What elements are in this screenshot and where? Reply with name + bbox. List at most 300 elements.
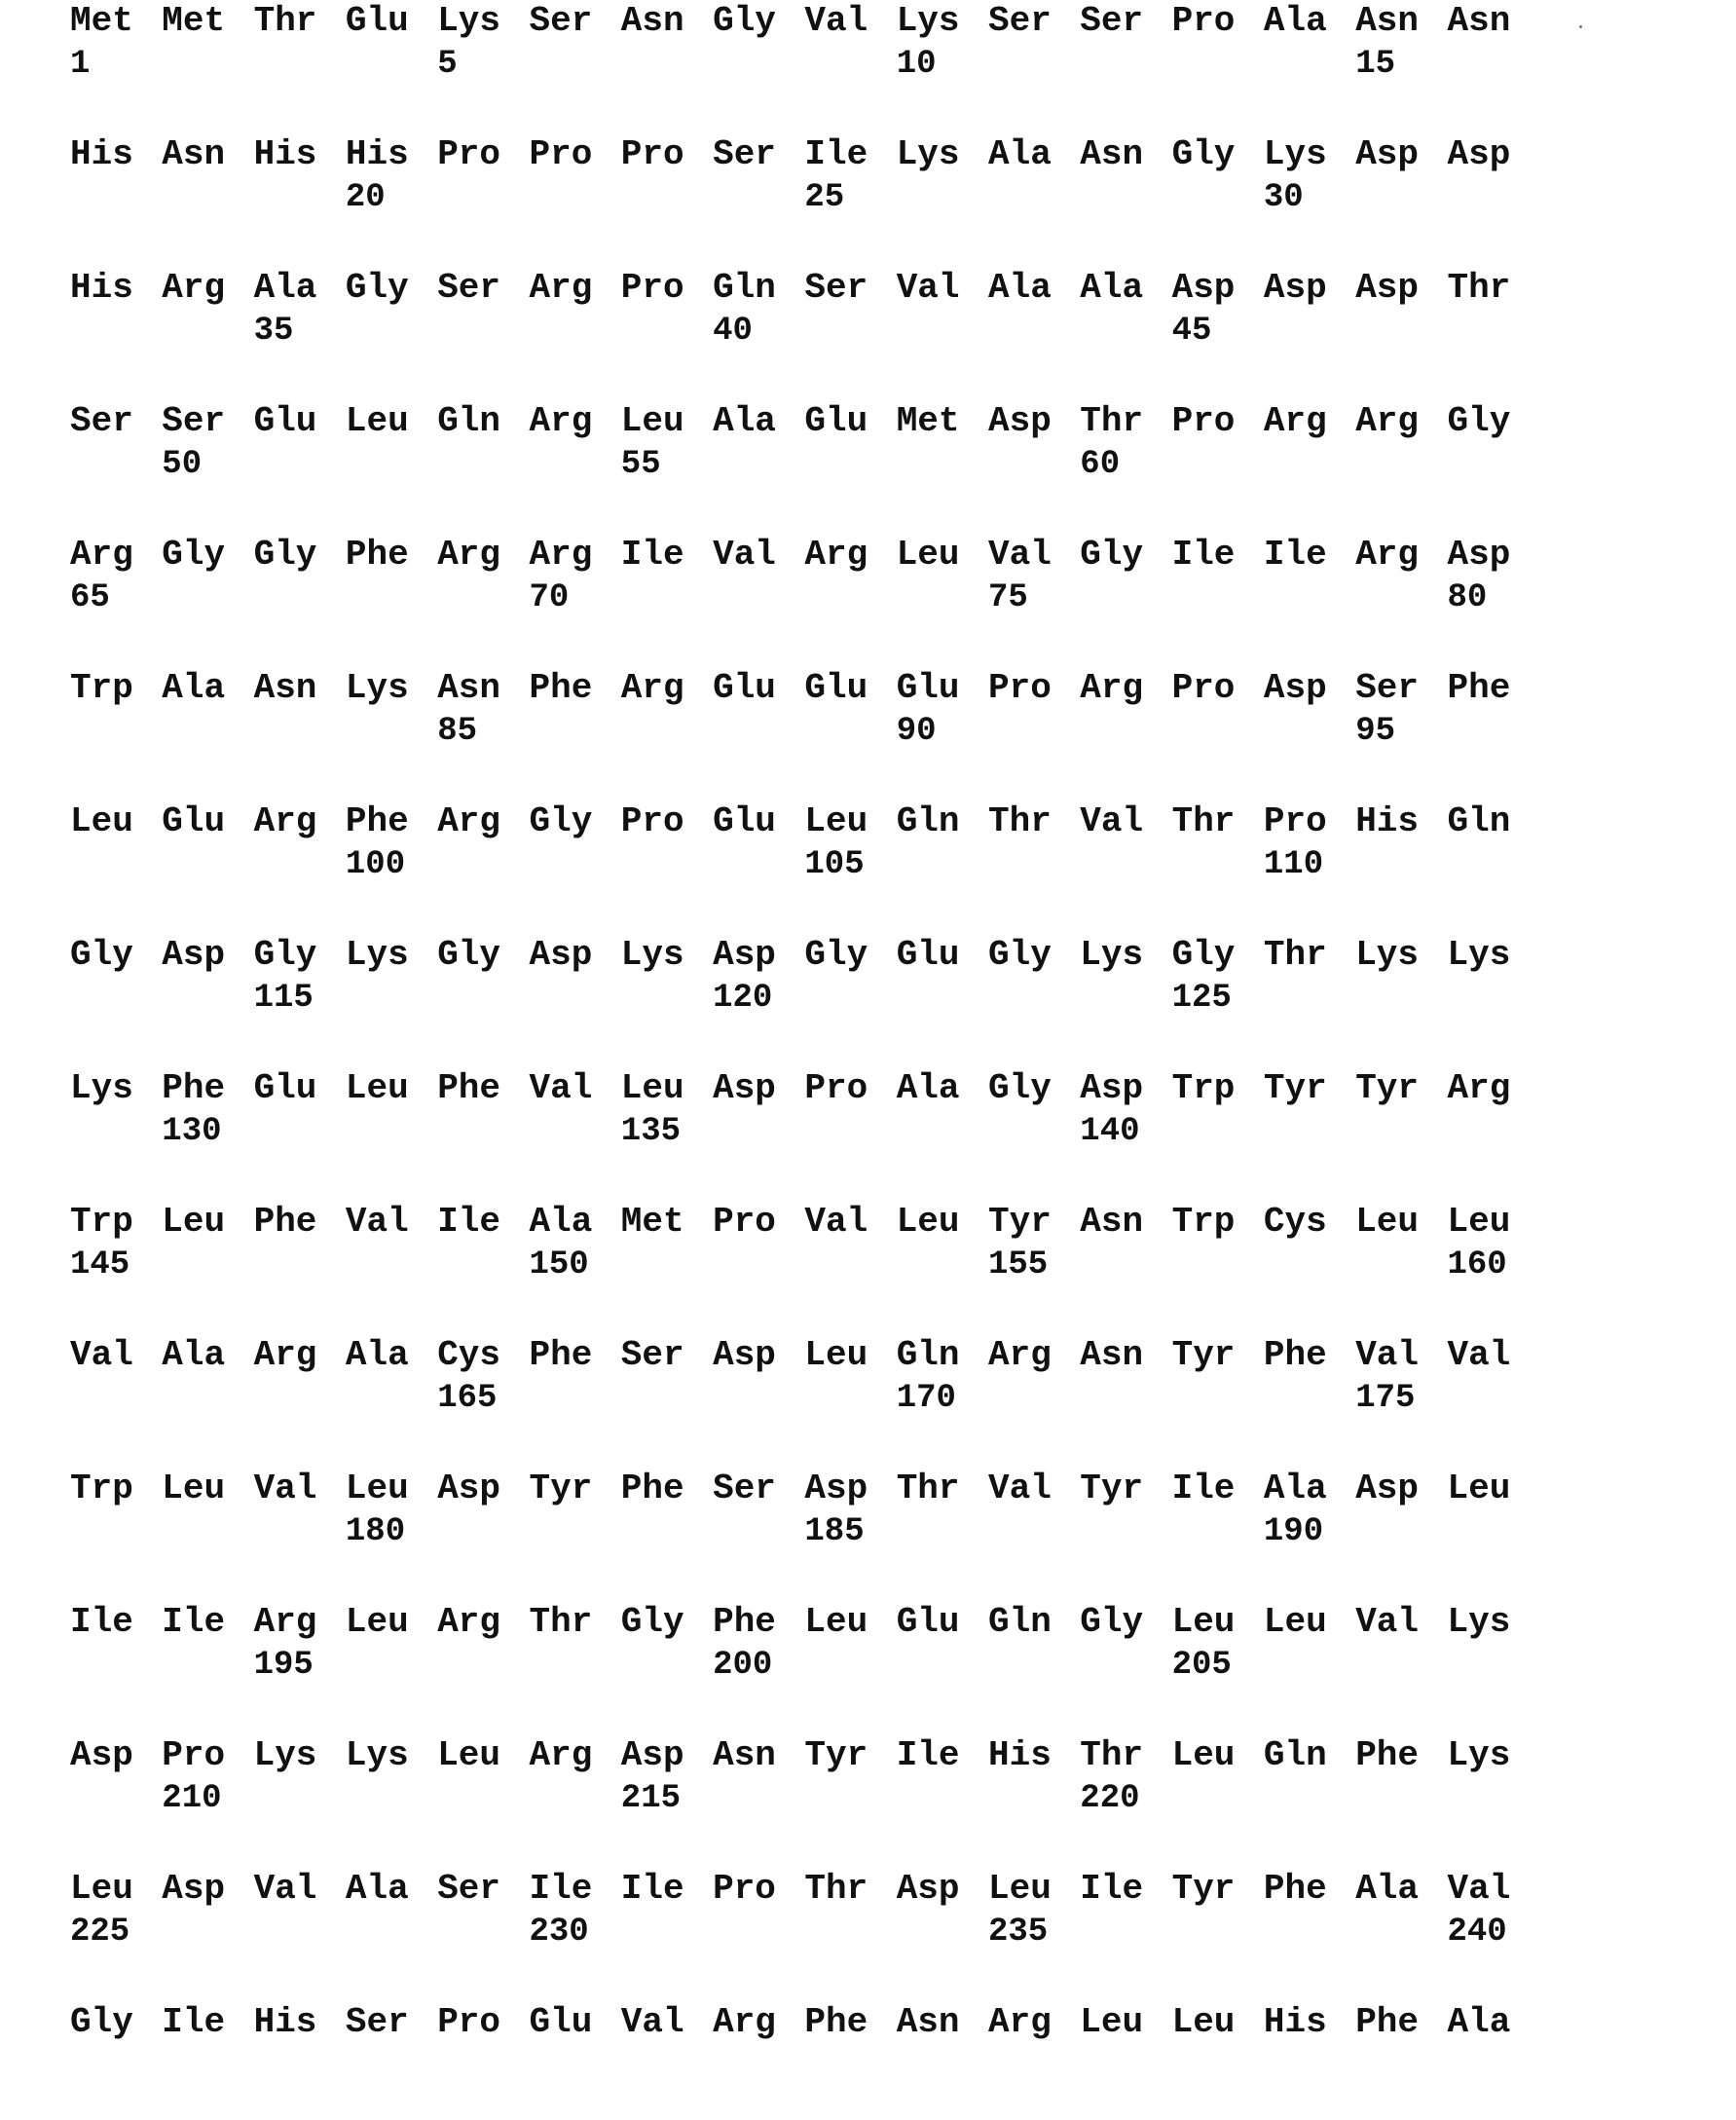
- amino-acid: Thr: [1080, 1736, 1143, 1775]
- amino-acid: Leu: [1080, 2003, 1143, 2042]
- amino-acid: Gly: [988, 936, 1052, 975]
- amino-acid: His: [346, 135, 409, 174]
- amino-acid: Phe: [346, 802, 409, 841]
- position-number: 155: [988, 1246, 1048, 1284]
- amino-acid: Gly: [254, 936, 317, 975]
- amino-acid: Arg: [530, 536, 593, 575]
- position-number: 180: [346, 1512, 405, 1551]
- amino-acid: Lys: [70, 1069, 133, 1108]
- amino-acid: Glu: [713, 669, 776, 708]
- position-number: 100: [346, 845, 405, 884]
- amino-acid: Phe: [804, 2003, 868, 2042]
- amino-acid: Asp: [713, 1069, 776, 1108]
- amino-acid: Arg: [1264, 402, 1327, 441]
- amino-acid: Asp: [804, 1469, 868, 1508]
- amino-acid: Gly: [621, 1603, 684, 1642]
- sequence-row: [70, 1870, 1628, 1987]
- position-number: 170: [897, 1379, 956, 1418]
- amino-acid: Lys: [1448, 1736, 1511, 1775]
- amino-acid: Thr: [1264, 936, 1327, 975]
- amino-acid: Trp: [70, 1203, 133, 1242]
- sequence-row: [70, 269, 1628, 386]
- amino-acid: Phe: [530, 1336, 593, 1375]
- amino-acid: Leu: [804, 1336, 868, 1375]
- amino-acid: Gly: [1080, 1603, 1143, 1642]
- position-number: 135: [621, 1112, 681, 1151]
- amino-acid: Ala: [1448, 2003, 1511, 2042]
- position-number: 195: [254, 1646, 314, 1685]
- amino-acid: Tyr: [1172, 1870, 1236, 1909]
- amino-acid: Leu: [70, 802, 133, 841]
- amino-acid: Asn: [1080, 1203, 1143, 1242]
- amino-acid: His: [254, 2003, 317, 2042]
- position-number: 120: [713, 979, 772, 1018]
- amino-acid: Arg: [530, 269, 593, 308]
- position-number: 115: [254, 979, 314, 1018]
- amino-acid: Met: [70, 2, 133, 41]
- amino-acid: Pro: [713, 1203, 776, 1242]
- amino-acid: Leu: [1264, 1603, 1327, 1642]
- position-number: 140: [1080, 1112, 1139, 1151]
- sequence-row: [70, 1603, 1628, 1720]
- amino-acid: Glu: [713, 802, 776, 841]
- amino-acid: Arg: [437, 802, 500, 841]
- sequence-row: [70, 402, 1628, 519]
- amino-acid: Asp: [162, 1870, 225, 1909]
- amino-acid: Asp: [1172, 269, 1236, 308]
- amino-acid: Ala: [897, 1069, 960, 1108]
- amino-acid: Pro: [621, 135, 684, 174]
- amino-acid: Phe: [1264, 1336, 1327, 1375]
- amino-acid: Ile: [621, 536, 684, 575]
- amino-acid: Ile: [621, 1870, 684, 1909]
- amino-acid: Arg: [254, 1603, 317, 1642]
- amino-acid: Arg: [437, 1603, 500, 1642]
- position-number: 10: [897, 45, 937, 84]
- amino-acid: Gly: [1448, 402, 1511, 441]
- position-number: 85: [437, 712, 477, 751]
- amino-acid: Ala: [988, 269, 1052, 308]
- amino-acid: Ala: [162, 1336, 225, 1375]
- amino-acid: Glu: [530, 2003, 593, 2042]
- amino-acid: Gly: [713, 2, 776, 41]
- amino-acid: Ile: [530, 1870, 593, 1909]
- amino-acid: Gln: [897, 802, 960, 841]
- amino-acid: Asp: [1264, 269, 1327, 308]
- amino-acid: Asp: [1355, 269, 1419, 308]
- amino-acid: Pro: [530, 135, 593, 174]
- amino-acid: Leu: [162, 1469, 225, 1508]
- position-number: 15: [1355, 45, 1395, 84]
- amino-acid: Gln: [1448, 802, 1511, 841]
- amino-acid: Glu: [897, 936, 960, 975]
- amino-acid: Phe: [346, 536, 409, 575]
- amino-acid: Leu: [1172, 1736, 1236, 1775]
- amino-acid: Pro: [1172, 669, 1236, 708]
- position-number: 150: [530, 1246, 589, 1284]
- position-number: 230: [530, 1913, 589, 1952]
- amino-acid: Arg: [1355, 402, 1419, 441]
- amino-acid: Leu: [1172, 2003, 1236, 2042]
- amino-acid: Phe: [254, 1203, 317, 1242]
- amino-acid: Pro: [988, 669, 1052, 708]
- sequence-row: [70, 536, 1628, 652]
- sequence-row: [70, 669, 1628, 786]
- sequence-row: [70, 1469, 1628, 1586]
- position-number: 75: [988, 578, 1028, 617]
- amino-acid: Gln: [988, 1603, 1052, 1642]
- amino-acid: Val: [254, 1870, 317, 1909]
- amino-acid: Phe: [1355, 1736, 1419, 1775]
- position-number: 125: [1172, 979, 1232, 1018]
- amino-acid: Trp: [1172, 1203, 1236, 1242]
- amino-acid: Phe: [1355, 2003, 1419, 2042]
- amino-acid: Asp: [162, 936, 225, 975]
- amino-acid: Asp: [530, 936, 593, 975]
- position-number: 40: [713, 312, 753, 351]
- amino-acid: Lys: [346, 1736, 409, 1775]
- amino-acid: Asp: [621, 1736, 684, 1775]
- sequence-row: [70, 2, 1628, 119]
- amino-acid: Gly: [254, 536, 317, 575]
- amino-acid: Gly: [346, 269, 409, 308]
- amino-acid: Ser: [162, 402, 225, 441]
- position-number: 65: [70, 578, 110, 617]
- amino-acid: Gln: [437, 402, 500, 441]
- amino-acid: Pro: [1264, 802, 1327, 841]
- amino-acid: Thr: [897, 1469, 960, 1508]
- amino-acid: Leu: [1448, 1203, 1511, 1242]
- amino-acid: Arg: [530, 402, 593, 441]
- amino-acid: Val: [70, 1336, 133, 1375]
- amino-acid: Leu: [70, 1870, 133, 1909]
- amino-acid: Arg: [988, 2003, 1052, 2042]
- amino-acid: Glu: [254, 402, 317, 441]
- amino-acid: Asp: [713, 1336, 776, 1375]
- amino-acid: Trp: [70, 1469, 133, 1508]
- amino-acid: Lys: [346, 936, 409, 975]
- amino-acid: Ile: [1264, 536, 1327, 575]
- amino-acid: Ala: [1264, 1469, 1327, 1508]
- position-number: 175: [1355, 1379, 1415, 1418]
- amino-acid: Thr: [1448, 269, 1511, 308]
- amino-acid: Thr: [530, 1603, 593, 1642]
- amino-acid: Pro: [621, 269, 684, 308]
- amino-acid: Val: [988, 1469, 1052, 1508]
- amino-acid: Tyr: [1355, 1069, 1419, 1108]
- amino-acid: Lys: [346, 669, 409, 708]
- position-number: 105: [804, 845, 864, 884]
- position-number: 50: [162, 445, 202, 484]
- position-number: 225: [70, 1913, 129, 1952]
- amino-acid: Leu: [897, 1203, 960, 1242]
- amino-acid: Val: [1355, 1603, 1419, 1642]
- amino-acid: Gly: [1172, 936, 1236, 975]
- amino-acid: Val: [804, 2, 868, 41]
- amino-acid: Phe: [621, 1469, 684, 1508]
- position-number: 60: [1080, 445, 1120, 484]
- position-number: 45: [1172, 312, 1212, 351]
- position-number: 160: [1448, 1246, 1507, 1284]
- amino-acid: Ser: [713, 135, 776, 174]
- amino-acid: Gly: [70, 2003, 133, 2042]
- amino-acid: His: [70, 269, 133, 308]
- position-number: 165: [437, 1379, 497, 1418]
- position-number: 205: [1172, 1646, 1232, 1685]
- amino-acid: Phe: [1264, 1870, 1327, 1909]
- amino-acid: Val: [804, 1203, 868, 1242]
- amino-acid: Val: [254, 1469, 317, 1508]
- amino-acid: Phe: [437, 1069, 500, 1108]
- position-number: 5: [437, 45, 457, 84]
- amino-acid: Lys: [897, 2, 960, 41]
- amino-acid: Met: [621, 1203, 684, 1242]
- amino-acid: Ser: [346, 2003, 409, 2042]
- amino-acid: Asn: [713, 1736, 776, 1775]
- amino-acid: Ile: [804, 135, 868, 174]
- amino-acid: Asp: [437, 1469, 500, 1508]
- amino-acid: Val: [988, 536, 1052, 575]
- amino-acid: Gly: [988, 1069, 1052, 1108]
- amino-acid: Thr: [1172, 802, 1236, 841]
- amino-acid: Asp: [1448, 135, 1511, 174]
- amino-acid: Arg: [70, 536, 133, 575]
- amino-acid: Leu: [897, 536, 960, 575]
- amino-acid: Ser: [437, 269, 500, 308]
- position-number: 95: [1355, 712, 1395, 751]
- amino-acid: Ala: [254, 269, 317, 308]
- amino-acid: Arg: [804, 536, 868, 575]
- amino-acid: Pro: [162, 1736, 225, 1775]
- position-number: 90: [897, 712, 937, 751]
- amino-acid: His: [1355, 802, 1419, 841]
- amino-acid: His: [254, 135, 317, 174]
- amino-acid: Val: [1355, 1336, 1419, 1375]
- sequence-row: [70, 2003, 1628, 2120]
- amino-acid: Lys: [897, 135, 960, 174]
- amino-acid: Tyr: [1080, 1469, 1143, 1508]
- amino-acid: Ala: [346, 1870, 409, 1909]
- position-number: 30: [1264, 178, 1304, 217]
- position-number: 35: [254, 312, 294, 351]
- amino-acid: Ser: [804, 269, 868, 308]
- amino-acid: Leu: [804, 1603, 868, 1642]
- amino-acid: Pro: [437, 2003, 500, 2042]
- amino-acid: Asn: [437, 669, 500, 708]
- amino-acid: His: [1264, 2003, 1327, 2042]
- amino-acid: Val: [1080, 802, 1143, 841]
- amino-acid: Glu: [804, 669, 868, 708]
- amino-acid: Pro: [621, 802, 684, 841]
- amino-acid: His: [70, 135, 133, 174]
- amino-acid: Asn: [1355, 2, 1419, 41]
- amino-acid: Asp: [1448, 536, 1511, 575]
- amino-acid: Asp: [1080, 1069, 1143, 1108]
- amino-acid: Ser: [437, 1870, 500, 1909]
- amino-acid: Leu: [162, 1203, 225, 1242]
- sequence-row: [70, 1203, 1628, 1320]
- sequence-row: [70, 802, 1628, 919]
- position-number: 235: [988, 1913, 1048, 1952]
- amino-acid: Lys: [1264, 135, 1327, 174]
- amino-acid: Arg: [254, 802, 317, 841]
- amino-acid: Leu: [346, 1603, 409, 1642]
- amino-acid: Tyr: [530, 1469, 593, 1508]
- amino-acid: Met: [897, 402, 960, 441]
- amino-acid: Asp: [897, 1870, 960, 1909]
- position-number: 210: [162, 1779, 221, 1818]
- amino-acid: Gln: [897, 1336, 960, 1375]
- amino-acid: Ile: [162, 2003, 225, 2042]
- amino-acid: Lys: [621, 936, 684, 975]
- amino-acid: Ser: [988, 2, 1052, 41]
- amino-acid: Gly: [437, 936, 500, 975]
- position-number: 130: [162, 1112, 221, 1151]
- position-number: 1: [70, 45, 90, 84]
- amino-acid: Glu: [804, 402, 868, 441]
- amino-acid: Leu: [621, 1069, 684, 1108]
- amino-acid: Gln: [713, 269, 776, 308]
- position-number: 220: [1080, 1779, 1139, 1818]
- amino-acid: Ala: [1355, 1870, 1419, 1909]
- amino-acid: Lys: [1448, 936, 1511, 975]
- amino-acid: Ala: [713, 402, 776, 441]
- amino-acid: Arg: [713, 2003, 776, 2042]
- amino-acid: Asn: [162, 135, 225, 174]
- amino-acid: Glu: [254, 1069, 317, 1108]
- amino-acid: Ile: [1172, 536, 1236, 575]
- amino-acid: Trp: [70, 669, 133, 708]
- amino-acid: Arg: [162, 269, 225, 308]
- amino-acid: Pro: [437, 135, 500, 174]
- amino-acid: Ala: [530, 1203, 593, 1242]
- position-number: 145: [70, 1246, 129, 1284]
- amino-acid: Glu: [346, 2, 409, 41]
- amino-acid: Tyr: [1264, 1069, 1327, 1108]
- amino-acid: Gly: [162, 536, 225, 575]
- position-number: 55: [621, 445, 661, 484]
- amino-acid: Tyr: [804, 1736, 868, 1775]
- amino-acid: Arg: [1080, 669, 1143, 708]
- amino-acid: Ser: [70, 402, 133, 441]
- amino-acid: Ile: [70, 1603, 133, 1642]
- amino-acid: Gly: [530, 802, 593, 841]
- amino-acid: Ala: [1080, 269, 1143, 308]
- amino-acid: Val: [1448, 1336, 1511, 1375]
- amino-acid: Gly: [804, 936, 868, 975]
- amino-acid: Leu: [346, 402, 409, 441]
- amino-acid: Gln: [1264, 1736, 1327, 1775]
- amino-acid: Ala: [988, 135, 1052, 174]
- amino-acid: Arg: [988, 1336, 1052, 1375]
- amino-acid: Tyr: [1172, 1336, 1236, 1375]
- amino-acid: Gly: [1172, 135, 1236, 174]
- amino-acid: Ser: [713, 1469, 776, 1508]
- amino-acid: Leu: [621, 402, 684, 441]
- sequence-row: [70, 1069, 1628, 1186]
- amino-acid: Val: [1448, 1870, 1511, 1909]
- position-number: 70: [530, 578, 570, 617]
- amino-acid: Asn: [1080, 1336, 1143, 1375]
- amino-acid: Leu: [1172, 1603, 1236, 1642]
- amino-acid: Asp: [70, 1736, 133, 1775]
- position-number: 25: [804, 178, 844, 217]
- sequence-row: [70, 135, 1628, 252]
- amino-acid: Asp: [1264, 669, 1327, 708]
- amino-acid: Ile: [437, 1203, 500, 1242]
- amino-acid: Pro: [1172, 402, 1236, 441]
- amino-acid: Glu: [897, 669, 960, 708]
- amino-acid: Asn: [621, 2, 684, 41]
- amino-acid: Asn: [897, 2003, 960, 2042]
- amino-acid: Phe: [713, 1603, 776, 1642]
- position-number: 185: [804, 1512, 864, 1551]
- amino-acid: Thr: [254, 2, 317, 41]
- amino-acid: Tyr: [988, 1203, 1052, 1242]
- amino-acid: Lys: [1080, 936, 1143, 975]
- amino-acid: Lys: [437, 2, 500, 41]
- sequence-row: [70, 1336, 1628, 1453]
- amino-acid: His: [988, 1736, 1052, 1775]
- position-number: 20: [346, 178, 386, 217]
- amino-acid: Ser: [530, 2, 593, 41]
- amino-acid: Thr: [804, 1870, 868, 1909]
- amino-acid: Met: [162, 2, 225, 41]
- amino-acid: Val: [346, 1203, 409, 1242]
- amino-acid: Asn: [1080, 135, 1143, 174]
- amino-acid: Pro: [713, 1870, 776, 1909]
- amino-acid: Arg: [1355, 536, 1419, 575]
- amino-acid: Thr: [1080, 402, 1143, 441]
- amino-acid: Glu: [162, 802, 225, 841]
- amino-acid: Asp: [1355, 135, 1419, 174]
- sequence-row: [70, 1736, 1628, 1853]
- amino-acid: Leu: [804, 802, 868, 841]
- amino-acid: Ala: [162, 669, 225, 708]
- amino-acid: Arg: [621, 669, 684, 708]
- amino-acid: Ile: [1080, 1870, 1143, 1909]
- amino-acid: Ser: [1355, 669, 1419, 708]
- amino-acid: Phe: [530, 669, 593, 708]
- position-number: 215: [621, 1779, 681, 1818]
- amino-acid: Cys: [1264, 1203, 1327, 1242]
- amino-acid: Leu: [437, 1736, 500, 1775]
- amino-acid: Arg: [437, 536, 500, 575]
- position-number: 190: [1264, 1512, 1323, 1551]
- amino-acid: Val: [713, 536, 776, 575]
- amino-acid: Leu: [1448, 1469, 1511, 1508]
- amino-acid: Gly: [70, 936, 133, 975]
- amino-acid: Arg: [530, 1736, 593, 1775]
- amino-acid: Asp: [988, 402, 1052, 441]
- position-number: 200: [713, 1646, 772, 1685]
- amino-acid: Leu: [1355, 1203, 1419, 1242]
- amino-acid: Cys: [437, 1336, 500, 1375]
- amino-acid: Pro: [1172, 2, 1236, 41]
- amino-acid: Leu: [346, 1469, 409, 1508]
- sequence-row: [70, 936, 1628, 1053]
- amino-acid: Ser: [1080, 2, 1143, 41]
- amino-acid: Leu: [988, 1870, 1052, 1909]
- amino-acid: Asp: [713, 936, 776, 975]
- amino-acid: Asp: [1355, 1469, 1419, 1508]
- amino-acid: Ala: [1264, 2, 1327, 41]
- amino-acid: Lys: [1448, 1603, 1511, 1642]
- amino-acid: Lys: [1355, 936, 1419, 975]
- amino-acid: Val: [530, 1069, 593, 1108]
- position-number: 80: [1448, 578, 1488, 617]
- amino-acid: Asn: [254, 669, 317, 708]
